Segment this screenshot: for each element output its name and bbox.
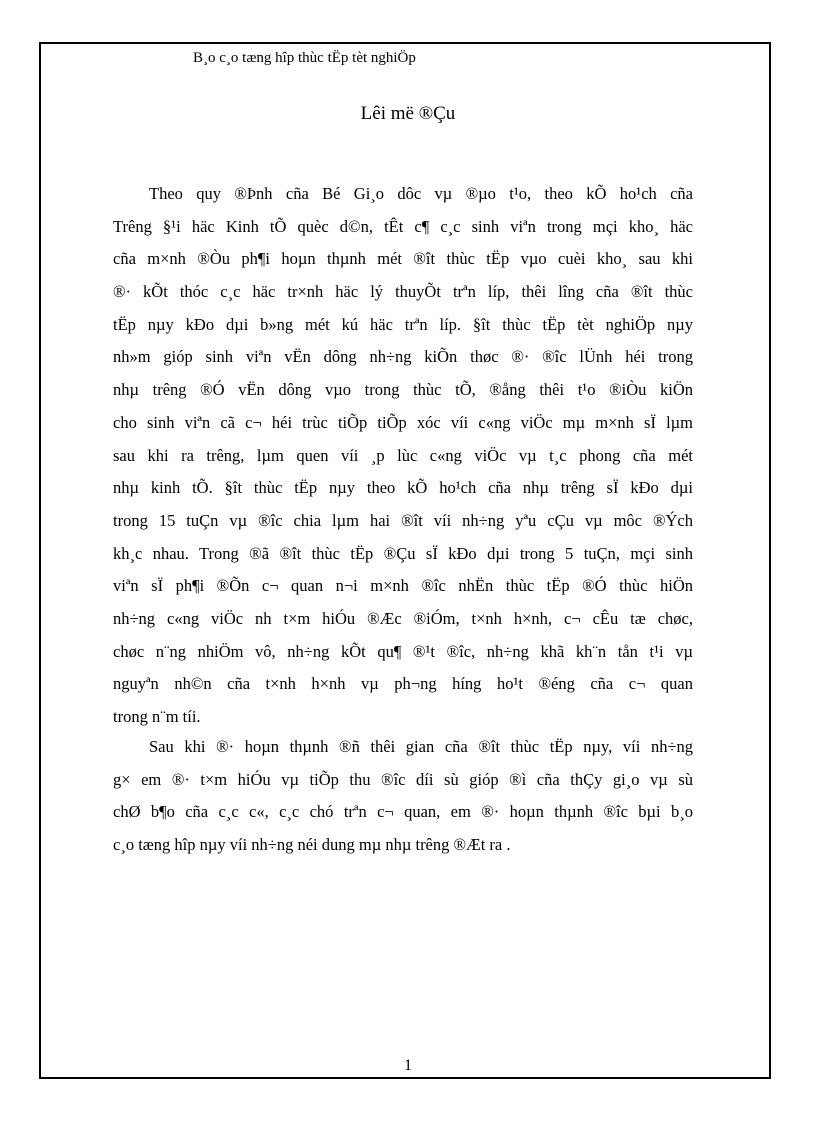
paragraph-line: Sau khi ®· hoµn thµnh ®ñ thêi gian cña ®ît thùc tËp nµy, víi nh÷ng — [149, 737, 693, 756]
paragraph-line: nhµ kinh tÕ. §ît thùc tËp nµy theo kÕ ho¹ch cña nhµ trêng sÏ kÐo dµi — [113, 478, 693, 498]
paragraph-line: Theo quy ®Þnh cña Bé Gi¸o dôc vµ ®µo t¹o, theo kÕ ho¹ch cña — [149, 184, 693, 203]
running-header: B¸o c¸o tæng hîp thùc tËp tèt nghiÖp — [193, 50, 416, 66]
paragraph-line: g× em ®· t×m hiÓu vµ tiÕp thu ®îc díi sù gióp ®ì cña thÇy gi¸o vµ sù — [113, 769, 693, 789]
paragraph-line: sau khi ra trêng, lµm quen víi ¸p lùc c«ng viÖc vµ t¸c phong cña mét — [113, 445, 693, 465]
paragraph-line: Trêng §¹i häc Kinh tÕ quèc d©n, tÊt c¶ c¸c sinh viªn trong mçi kho¸ häc — [113, 216, 693, 236]
paragraph-line: cña m×nh ®Òu ph¶i hoµn thµnh mét ®ît thùc tËp vµo cuèi kho¸ sau khi — [113, 249, 693, 269]
page-title: Lêi më ®Çu — [360, 103, 456, 124]
paragraph-line: nguyªn nh©n cña t×nh h×nh vµ ph¬ng híng ho¹t ®éng cña c¬ quan — [113, 674, 693, 694]
page-number: 1 — [404, 1057, 412, 1074]
paragraph-line: trong 15 tuÇn vµ ®îc chia lµm hai ®ît víi nh÷ng yªu cÇu vµ môc ®Ých — [113, 510, 693, 530]
paragraph-line: nhµ trêng ®Ó vËn dông vµo trong thùc tÕ, ®ång thêi t¹o ®iÒu kiÖn — [113, 380, 693, 400]
paragraph — [113, 731, 693, 862]
paragraph-line: chøc n¨ng nhiÖm vô, nh÷ng kÕt qu¶ ®¹t ®îc, nh÷ng khã kh¨n tån t¹i vµ — [113, 641, 693, 661]
paragraph-line: kh¸c nhau. Trong ®ã ®ît thùc tËp ®Çu sÏ kÐo dµi trong 5 tuÇn, mçi sinh — [113, 543, 693, 563]
paragraph-line: c¸o tæng hîp nµy víi nh÷ng néi dung mµ nhµ trêng ®Æt ra . — [113, 835, 511, 855]
paragraph-line: tËp nµy kÐo dµi b»ng mét kú häc trªn líp. §ît thùc tËp tèt nghiÖp nµy — [113, 314, 693, 334]
paragraph-line: nh»m gióp sinh viªn vËn dông nh÷ng kiÕn thøc ®· ®îc lÜnh héi trong — [113, 347, 693, 367]
paragraph — [113, 178, 693, 734]
paragraph-line: cho sinh viªn cã c¬ héi trùc tiÕp tiÕp xóc víi c«ng viÖc mµ m×nh sÏ lµm — [113, 412, 693, 432]
paragraph-line: chØ b¶o cña c¸c c«, c¸c chó trªn c¬ quan, em ®· hoµn thµnh ®îc bµi b¸o — [113, 802, 693, 822]
paragraph-line: trong n¨m tíi. — [113, 707, 201, 726]
paragraph-line: nh÷ng c«ng viÖc nh t×m hiÓu ®Æc ®iÓm, t×nh h×nh, c¬ cÊu tæ chøc, — [113, 608, 693, 628]
paragraph-line: viªn sÏ ph¶i ®Õn c¬ quan n¬i m×nh ®îc nhËn thùc tËp ®Ó thùc hiÖn — [113, 576, 693, 596]
paragraph-line: ®· kÕt thóc c¸c häc tr×nh häc lý thuyÕt trªn líp, thêi lîng cña ®ît thùc — [113, 282, 693, 302]
